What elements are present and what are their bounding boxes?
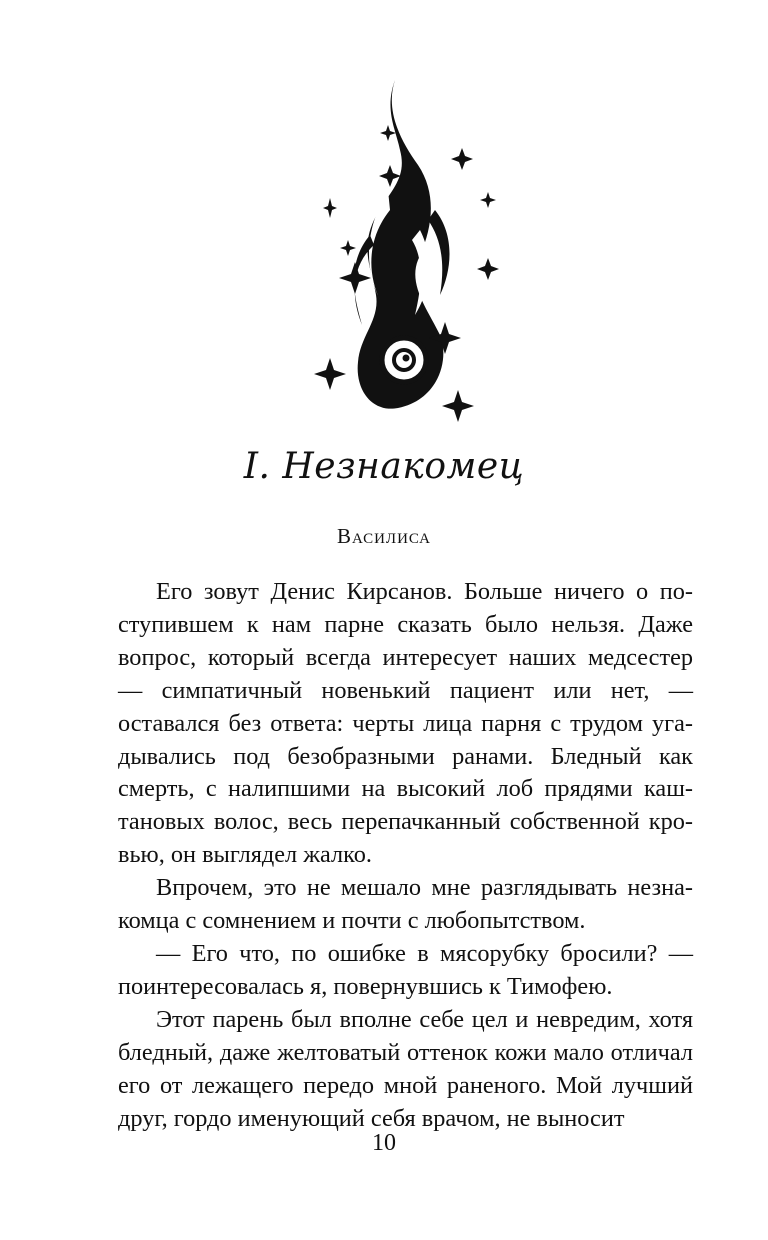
star: [451, 148, 473, 170]
chapter-title: I. Незнакомец: [243, 446, 525, 487]
paragraph: — Его что, по ошибке в мясорубку бросили? — поинтересовалась я, повернувшись к Тимофею.: [118, 939, 693, 1000]
paragraph: Его зовут Денис Кирсанов. Больше ничего о поступившем к нам парне сказать было нельзя. Даже вопрос, который всегда интересует наших медсестер — симпатичный новенький пациент или нет, — оставался без ответа: черты лица парня с трудом угадывались под безобразными ранами. Бледный как смерть, с налипшими на высокий лоб прядями каштановых волос, весь перепачканный собственной кровью, он выглядел жалко.: [118, 578, 693, 869]
flame-tongue-right: [428, 210, 450, 295]
page-number: 10: [372, 1130, 396, 1156]
star: [323, 198, 337, 218]
flame-illustration: [300, 70, 510, 425]
flame-swirl-center: [403, 355, 410, 362]
star: [340, 240, 356, 256]
star: [314, 358, 346, 390]
star: [477, 258, 499, 280]
body-text: [118, 576, 693, 1135]
star: [380, 125, 396, 141]
paragraph: Этот парень был вполне себе цел и невредим, хотя бледный, даже желтоватый оттенок кожи мало отличал его от лежащего передо мной раненого. Мой лучший друг, гордо именующий себя врачом, не выносит: [118, 1005, 693, 1132]
star: [339, 262, 371, 294]
paragraph: Впрочем, это не мешало мне разглядывать незнакомца с сомнением и почти с любопытством.: [118, 874, 693, 935]
star: [480, 192, 496, 208]
chapter-narrator: Василиса: [336, 524, 432, 548]
star: [442, 390, 474, 422]
